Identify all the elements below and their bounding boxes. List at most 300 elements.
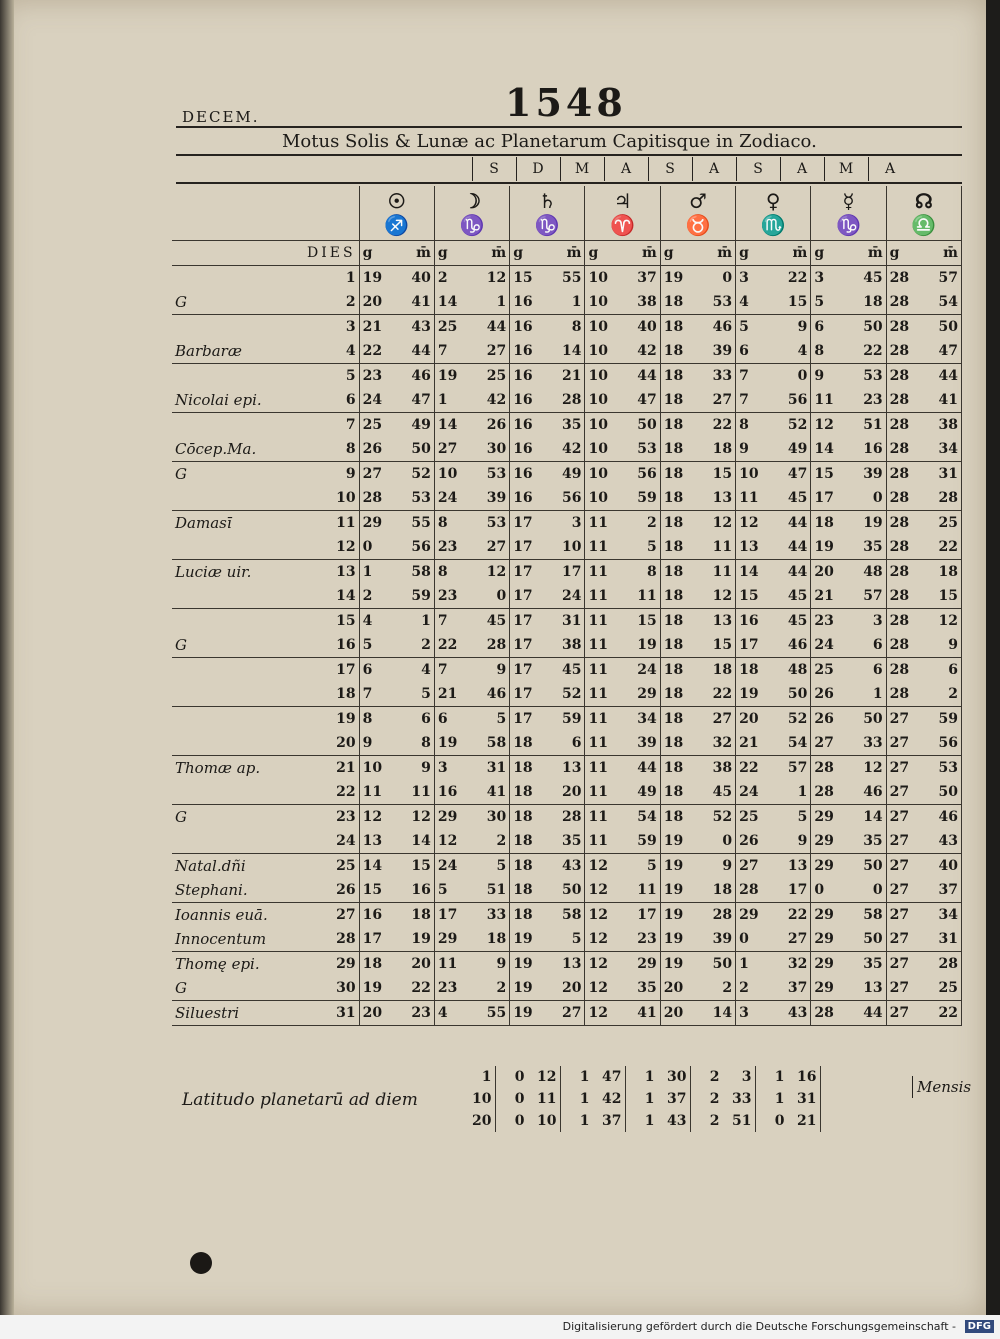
minute-value: 1: [765, 780, 811, 805]
degree-value: 27: [811, 731, 841, 756]
latitude-value: 43: [658, 1110, 691, 1132]
degree-value: 16: [513, 417, 533, 433]
minute-value: 56: [539, 486, 585, 511]
minute-value: 50: [615, 413, 661, 438]
latitude-value: 1: [644, 1091, 655, 1107]
planet-code: M: [824, 157, 868, 181]
minute-value: 18: [916, 560, 962, 585]
degree-value: 28: [889, 564, 910, 580]
degree-value: 14: [362, 858, 383, 874]
minute-value: 9: [916, 633, 962, 658]
minute-value: 58: [841, 903, 887, 928]
degree-value: 29: [814, 809, 834, 825]
minute-value: 28: [464, 633, 510, 658]
minute-value: 58: [389, 560, 435, 585]
latitude-value: 1: [579, 1091, 590, 1107]
degree-value: 18: [513, 858, 533, 874]
degree-header: g: [886, 241, 916, 266]
minute-value: 40: [916, 854, 962, 879]
minute-value: 11: [389, 780, 435, 805]
degree-value: 18: [663, 564, 684, 580]
degree-value: 28: [736, 878, 766, 903]
degree-value: 29: [811, 829, 841, 854]
minute-value: 22: [690, 682, 736, 707]
degree-value: 17: [437, 907, 458, 923]
degree-value: 5: [811, 290, 841, 315]
minute-value: 33: [690, 364, 736, 389]
day-row: [172, 290, 962, 315]
minute-value: 54: [916, 290, 962, 315]
degree-value: 23: [814, 613, 834, 629]
minute-value: 16: [389, 878, 435, 903]
degree-value: 16: [739, 613, 759, 629]
planet-sign-cell: [886, 186, 961, 241]
degree-value: 16: [513, 368, 533, 384]
degree-value: 18: [660, 731, 690, 756]
degree-value: 20: [359, 1001, 389, 1026]
degree-value: 25: [814, 662, 834, 678]
minute-value: 23: [389, 1001, 435, 1026]
degree-value: 21: [811, 584, 841, 609]
planet-sign-cell: [510, 186, 585, 241]
minute-header: m̄: [765, 241, 811, 266]
zodiac-sign-icon: ♉: [685, 213, 711, 237]
degree-value: 11: [437, 956, 458, 972]
minute-value: 27: [690, 388, 736, 413]
minute-value: 52: [389, 462, 435, 487]
minute-value: 44: [615, 756, 661, 781]
feast-name: Siluestri: [172, 1001, 325, 1026]
degree-value: 18: [660, 584, 690, 609]
minute-value: 24: [539, 584, 585, 609]
minute-header: m̄: [464, 241, 510, 266]
minute-value: 28: [916, 486, 962, 511]
degree-value: 16: [362, 907, 383, 923]
minute-value: 59: [539, 707, 585, 732]
day-number: 16: [325, 633, 359, 658]
degree-value: 28: [889, 515, 910, 531]
minute-value: 46: [690, 315, 736, 340]
minute-value: 19: [615, 633, 661, 658]
degree-value: 22: [359, 339, 389, 364]
day-number: 15: [325, 609, 359, 634]
degree-value: 25: [437, 319, 458, 335]
degree-value: 11: [585, 535, 615, 560]
day-row: [172, 1001, 962, 1026]
feast-name: G: [172, 290, 325, 315]
day-row: [172, 878, 962, 903]
feast-name: Nicolai epi.: [172, 388, 325, 413]
latitude-value: 16: [788, 1066, 821, 1088]
degree-value: 18: [739, 662, 759, 678]
minute-header: m̄: [690, 241, 736, 266]
minute-value: 13: [539, 756, 585, 781]
planet-code: S: [472, 157, 516, 181]
degree-value: 16: [513, 319, 533, 335]
degree-value: 8: [437, 564, 448, 580]
minute-header: m̄: [916, 241, 962, 266]
degree-value: 28: [889, 368, 910, 384]
minute-value: 12: [464, 560, 510, 585]
minute-value: 25: [916, 511, 962, 536]
minute-value: 25: [464, 364, 510, 389]
degree-value: 17: [513, 711, 533, 727]
degree-value: 26: [814, 711, 834, 727]
planet-symbol-icon: ☉: [387, 189, 406, 213]
sign-symbol-row: [172, 186, 962, 241]
planet-sign-cell: [434, 186, 509, 241]
day-row: [172, 731, 962, 756]
day-number: 18: [325, 682, 359, 707]
minute-value: 12: [690, 584, 736, 609]
degree-value: 16: [510, 290, 540, 315]
degree-value: 19: [362, 270, 383, 286]
minute-value: 13: [841, 976, 887, 1001]
minute-value: 2: [464, 829, 510, 854]
minute-value: 47: [389, 388, 435, 413]
minute-value: 35: [841, 829, 887, 854]
minute-value: 38: [615, 290, 661, 315]
minute-value: 0: [690, 266, 736, 291]
minute-value: 43: [539, 854, 585, 879]
degree-value: 18: [660, 339, 690, 364]
day-number: 14: [325, 584, 359, 609]
degree-value: 0: [736, 927, 766, 952]
feast-name: Damasī: [175, 514, 232, 532]
minute-value: 58: [464, 731, 510, 756]
latitude-value: 21: [788, 1110, 821, 1132]
minute-value: 42: [615, 339, 661, 364]
latitude-value: 30: [658, 1066, 691, 1088]
degree-value: 18: [814, 515, 834, 531]
minute-value: 0: [841, 878, 887, 903]
degree-value: 18: [510, 878, 540, 903]
degree-value: 1: [362, 564, 373, 580]
minute-value: 14: [690, 1001, 736, 1026]
degree-value: 5: [434, 878, 464, 903]
minute-value: 57: [841, 584, 887, 609]
minute-value: 56: [765, 388, 811, 413]
degree-value: 24: [437, 858, 458, 874]
feast-name: [172, 780, 325, 805]
degree-value: 17: [359, 927, 389, 952]
minute-value: 8: [615, 560, 661, 585]
degree-value: 6: [814, 319, 825, 335]
feast-name: G: [172, 976, 325, 1001]
latitude-value: 11: [528, 1088, 561, 1110]
degree-value: 27: [886, 976, 916, 1001]
degree-value: 12: [585, 878, 615, 903]
zodiac-sign-icon: ♑: [836, 213, 861, 237]
feast-name: Thomę epi.: [175, 955, 260, 973]
feast-name: [172, 486, 325, 511]
degree-value: 12: [739, 515, 759, 531]
day-number: 26: [325, 878, 359, 903]
minute-value: 41: [389, 290, 435, 315]
latitude-value: 10: [528, 1110, 561, 1132]
minute-value: 11: [690, 560, 736, 585]
day-number: 10: [325, 486, 359, 511]
planet-sign-cell: [359, 186, 434, 241]
minute-value: 53: [841, 364, 887, 389]
degree-value: 11: [811, 388, 841, 413]
minute-value: 24: [615, 658, 661, 683]
degree-value: 29: [362, 515, 383, 531]
day-number: 11: [325, 511, 359, 536]
rule-codes: [176, 182, 962, 184]
minute-value: 13: [690, 486, 736, 511]
feast-name: G: [175, 808, 187, 826]
zodiac-sign-icon: ♏: [760, 213, 786, 237]
minute-value: 27: [464, 535, 510, 560]
degree-value: 6: [362, 662, 373, 678]
zodiac-sign-icon: ♑: [534, 213, 560, 237]
minute-value: 57: [765, 756, 811, 781]
degree-value: 20: [359, 290, 389, 315]
dfg-logo: DFG: [965, 1320, 994, 1333]
minute-value: 49: [765, 437, 811, 462]
degree-value: 10: [588, 270, 608, 286]
feast-name: Thomæ ap.: [175, 759, 261, 777]
degree-value: 17: [736, 633, 766, 658]
minute-value: 11: [690, 535, 736, 560]
degree-header: g: [510, 241, 540, 266]
degree-value: 1: [434, 388, 464, 413]
day-row: [172, 413, 962, 438]
minute-value: 41: [615, 1001, 661, 1026]
feast-name: Natal.dñi: [175, 857, 246, 875]
degree-header: g: [359, 241, 389, 266]
degree-value: 23: [362, 368, 383, 384]
day-number: 9: [325, 462, 359, 487]
minute-value: 59: [389, 584, 435, 609]
degree-value: 7: [739, 368, 749, 384]
degree-value: 16: [510, 388, 540, 413]
minute-value: 44: [615, 364, 661, 389]
minute-value: 34: [916, 437, 962, 462]
degree-value: 20: [814, 564, 834, 580]
degree-value: 3: [739, 270, 749, 286]
minute-value: 17: [539, 560, 585, 585]
degree-value: 18: [663, 662, 684, 678]
minute-value: 49: [389, 413, 435, 438]
latitude-table: [468, 1066, 821, 1132]
degree-value: 17: [510, 682, 540, 707]
minute-value: 27: [539, 1001, 585, 1026]
degree-value: 18: [663, 760, 684, 776]
degree-value: 26: [359, 437, 389, 462]
minute-value: 51: [464, 878, 510, 903]
minute-value: 45: [464, 609, 510, 634]
planet-symbol-icon: ☿: [842, 189, 855, 213]
day-number: 24: [325, 829, 359, 854]
degree-value: 28: [886, 339, 916, 364]
minute-value: 9: [464, 952, 510, 977]
latitude-value: 42: [593, 1088, 626, 1110]
degree-value: 28: [886, 633, 916, 658]
day-number: 19: [325, 707, 359, 732]
day-row: [172, 976, 962, 1001]
day-row: [172, 707, 962, 732]
degree-value: 18: [660, 633, 690, 658]
degree-value: 5: [359, 633, 389, 658]
degree-value: 28: [886, 682, 916, 707]
minute-header: m̄: [615, 241, 661, 266]
latitude-row: [468, 1088, 821, 1110]
day-number: 3: [325, 315, 359, 340]
degree-value: 28: [886, 486, 916, 511]
minute-value: 42: [464, 388, 510, 413]
rule-subtitle: [176, 154, 962, 156]
minute-value: 38: [916, 413, 962, 438]
minute-value: 59: [615, 486, 661, 511]
minute-value: 8: [539, 315, 585, 340]
minute-value: 11: [615, 878, 661, 903]
latitude-row: [468, 1066, 821, 1088]
minute-value: 46: [916, 805, 962, 830]
degree-value: 10: [588, 319, 608, 335]
degree-value: 15: [359, 878, 389, 903]
minute-value: 37: [765, 976, 811, 1001]
latitude-day: 20: [468, 1110, 496, 1132]
planet-code: A: [780, 157, 824, 181]
day-row: [172, 805, 962, 830]
degree-value: 18: [660, 388, 690, 413]
degree-value: 25: [739, 809, 759, 825]
degree-value: 19: [359, 976, 389, 1001]
minute-value: 9: [690, 854, 736, 879]
degree-value: 24: [736, 780, 766, 805]
degree-value: 9: [359, 731, 389, 756]
minute-value: 51: [841, 413, 887, 438]
minute-value: 53: [690, 290, 736, 315]
feast-name: [172, 682, 325, 707]
latitude-value: 33: [723, 1088, 756, 1110]
minute-value: 5: [765, 805, 811, 830]
degree-value: 27: [886, 829, 916, 854]
minute-value: 50: [389, 437, 435, 462]
minute-value: 31: [916, 927, 962, 952]
latitude-value: 0: [514, 1091, 525, 1107]
minute-value: 45: [765, 609, 811, 634]
minute-value: 17: [615, 903, 661, 928]
ink-blot: [190, 1252, 212, 1274]
minute-value: 9: [765, 315, 811, 340]
degree-value: 20: [739, 711, 759, 727]
degree-value: 28: [886, 584, 916, 609]
minute-value: 18: [464, 927, 510, 952]
degree-value: 11: [588, 662, 608, 678]
planet-symbol-icon: ♄: [538, 189, 557, 213]
feast-name: [172, 535, 325, 560]
day-number: 17: [325, 658, 359, 683]
minute-value: 32: [690, 731, 736, 756]
degree-value: 18: [510, 731, 540, 756]
degree-value: 7: [736, 388, 766, 413]
minute-value: 35: [539, 413, 585, 438]
minute-value: 35: [539, 829, 585, 854]
minute-value: 14: [841, 805, 887, 830]
minute-value: 37: [916, 878, 962, 903]
minute-value: 22: [765, 903, 811, 928]
minute-value: 18: [389, 903, 435, 928]
minute-value: 0: [464, 584, 510, 609]
minute-value: 12: [690, 511, 736, 536]
degree-value: 27: [889, 809, 910, 825]
day-number: 2: [325, 290, 359, 315]
degree-value: 27: [889, 711, 910, 727]
minute-value: 45: [539, 658, 585, 683]
degree-value: 4: [362, 613, 373, 629]
degree-value: 28: [811, 1001, 841, 1026]
minute-value: 20: [539, 780, 585, 805]
mensis-label: Mensis: [912, 1076, 971, 1098]
minute-value: 27: [690, 707, 736, 732]
degree-value: 13: [359, 829, 389, 854]
minute-value: 20: [389, 952, 435, 977]
minute-value: 21: [539, 364, 585, 389]
minute-value: 15: [690, 462, 736, 487]
degree-value: 22: [434, 633, 464, 658]
minute-value: 13: [765, 854, 811, 879]
minute-value: 26: [464, 413, 510, 438]
year-heading: 1548: [505, 80, 627, 125]
day-row: [172, 584, 962, 609]
minute-value: 34: [916, 903, 962, 928]
degree-value: 18: [510, 780, 540, 805]
degree-value: 18: [660, 486, 690, 511]
minute-value: 5: [389, 682, 435, 707]
degree-value: 4: [736, 290, 766, 315]
degree-value: 5: [739, 319, 749, 335]
degree-value: 28: [811, 780, 841, 805]
minute-value: 6: [841, 633, 887, 658]
degree-value: 27: [886, 780, 916, 805]
minute-value: 39: [615, 731, 661, 756]
minute-value: 3: [539, 511, 585, 536]
degree-value: 11: [585, 584, 615, 609]
degree-value: 11: [588, 809, 608, 825]
minute-value: 52: [539, 682, 585, 707]
zodiac-sign-icon: ♈: [610, 213, 636, 237]
degree-value: 19: [663, 907, 684, 923]
feast-name: [172, 707, 325, 732]
minute-value: 22: [690, 413, 736, 438]
day-number: 21: [325, 756, 359, 781]
minute-value: 22: [841, 339, 887, 364]
minute-value: 28: [690, 903, 736, 928]
degree-value: 17: [513, 613, 533, 629]
degree-header: g: [811, 241, 841, 266]
degree-value: 14: [434, 290, 464, 315]
degree-value: 10: [585, 290, 615, 315]
degree-value: 13: [736, 535, 766, 560]
feast-name: Innocentum: [172, 927, 325, 952]
degree-value: 18: [513, 907, 533, 923]
degree-value: 19: [736, 682, 766, 707]
degree-value: 17: [811, 486, 841, 511]
feast-name: [172, 829, 325, 854]
minute-value: 19: [389, 927, 435, 952]
degree-value: 11: [736, 486, 766, 511]
minute-value: 46: [389, 364, 435, 389]
degree-value: 10: [588, 368, 608, 384]
minute-header: m̄: [841, 241, 887, 266]
latitude-section: [182, 1066, 972, 1132]
degree-value: 17: [510, 633, 540, 658]
latitude-value: 1: [774, 1069, 785, 1085]
minute-value: 59: [615, 829, 661, 854]
